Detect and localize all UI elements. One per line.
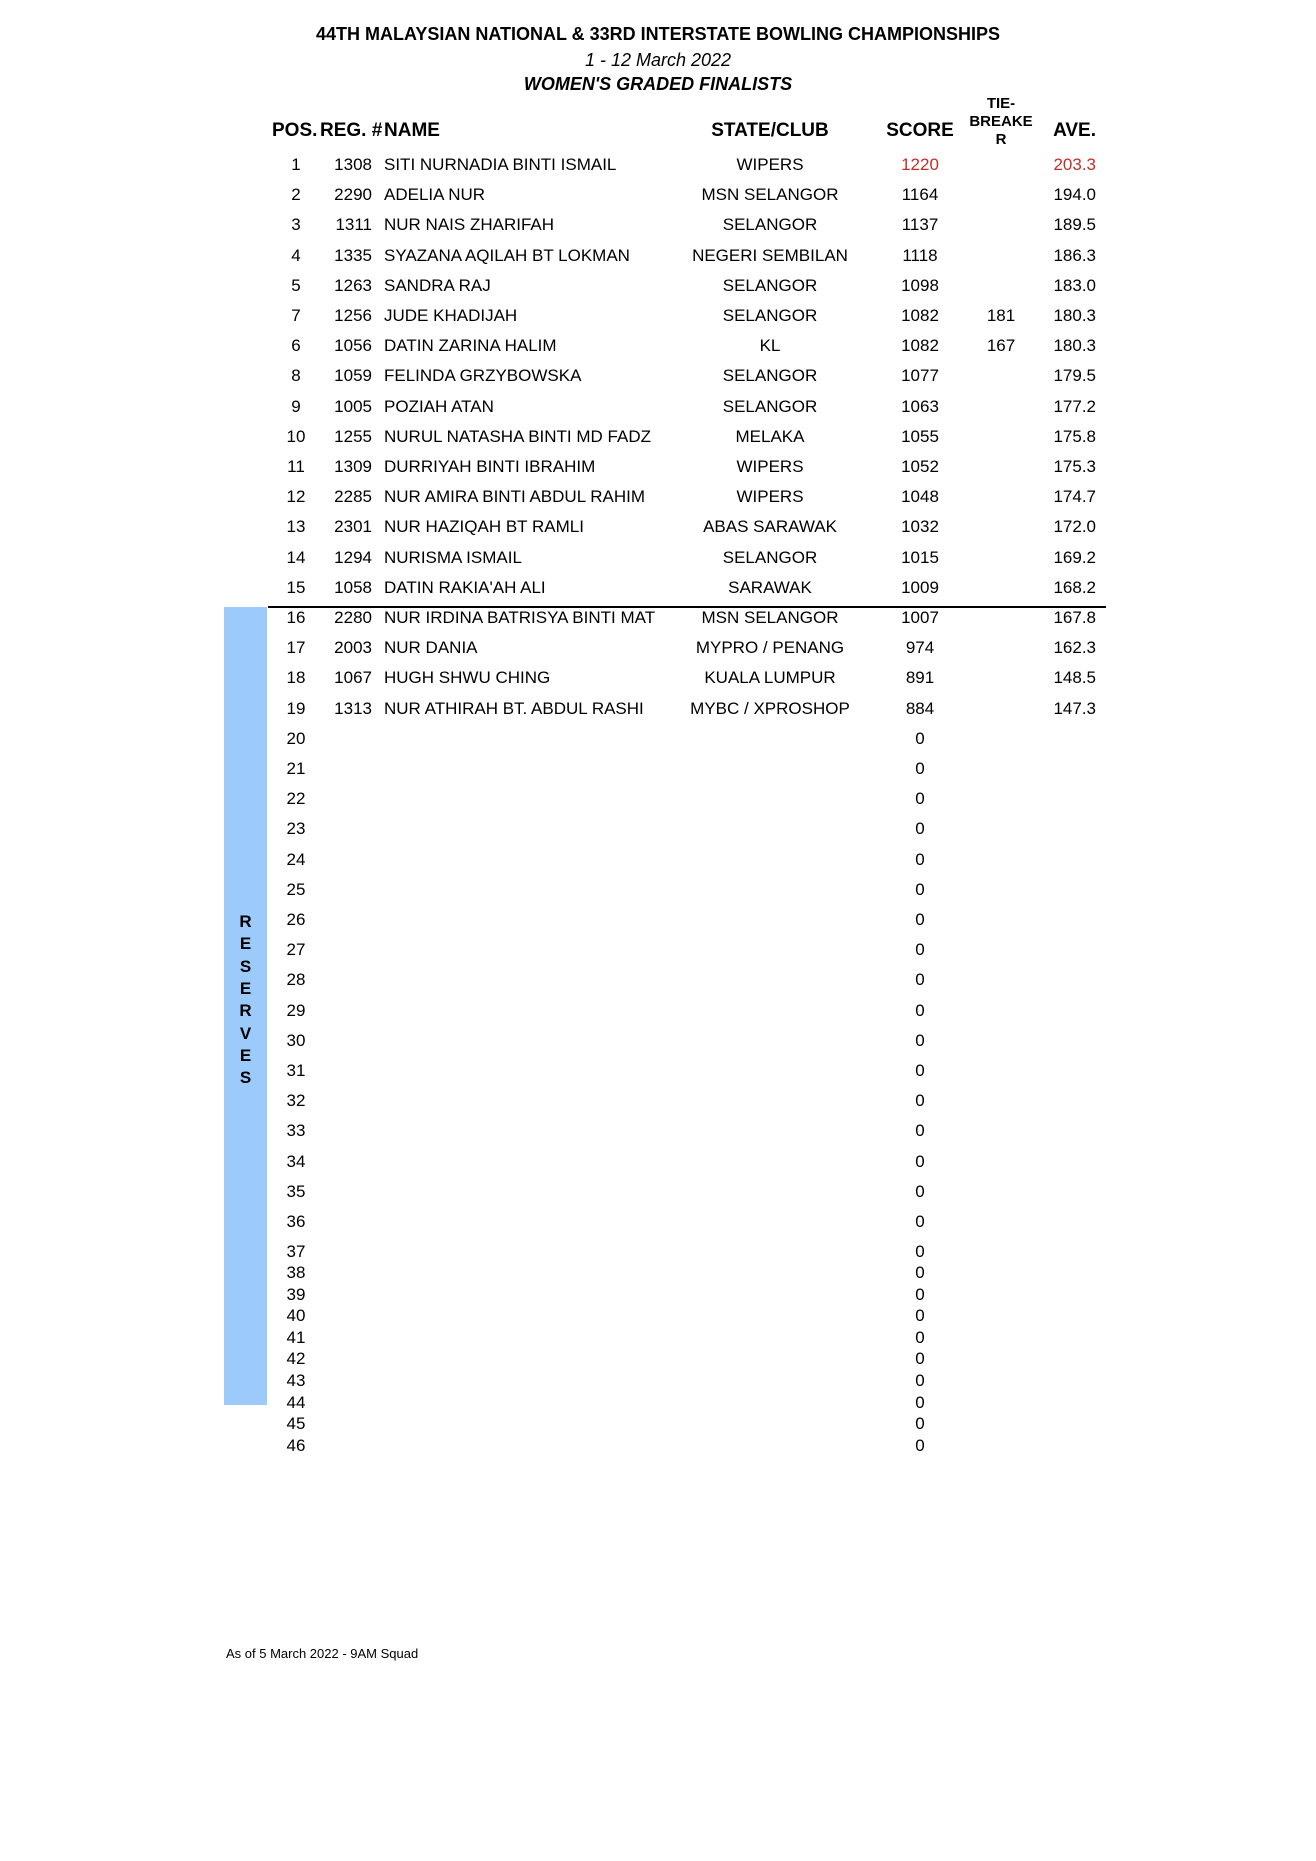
row-15-ave: 168.2	[1053, 577, 1096, 597]
row-1-pos: 1	[291, 155, 301, 174]
row-1-state: WIPERS	[736, 155, 804, 174]
row-19-pos: 19	[286, 698, 306, 718]
row-5-score: 1098	[901, 275, 939, 295]
row-14-pos: 14	[286, 547, 306, 567]
reserves-letter: R	[239, 912, 252, 931]
row-5-ave: 183.0	[1053, 275, 1096, 295]
col-header-ave: AVE.	[1053, 120, 1096, 141]
row-42-score: 0	[915, 1349, 925, 1369]
row-16-reg: 2280	[334, 608, 372, 627]
row-27-score: 0	[915, 940, 925, 960]
row-27-pos: 27	[286, 940, 306, 960]
row-24-pos: 24	[286, 849, 306, 869]
row-2-score: 1164	[901, 185, 939, 205]
row-7-reg: 1256	[334, 306, 372, 325]
reserves-letter: E	[239, 934, 252, 954]
row-17-score: 974	[905, 638, 935, 658]
row-20-pos: 20	[286, 728, 306, 748]
row-4-ave: 186.3	[1053, 245, 1096, 265]
row-19-score: 884	[905, 698, 935, 718]
row-4-name: SYAZANA AQILAH BT LOKMAN	[384, 245, 630, 265]
row-14-reg: 1294	[334, 547, 372, 567]
row-8-pos: 8	[291, 366, 301, 386]
row-13-ave: 172.0	[1053, 517, 1096, 537]
row-37-pos: 37	[286, 1242, 306, 1262]
row-28-score: 0	[915, 970, 925, 990]
row-13-pos: 13	[286, 517, 306, 537]
row-16-score: 1007	[901, 608, 939, 627]
row-32-pos: 32	[286, 1091, 306, 1111]
row-8-score: 1077	[901, 366, 939, 386]
row-39-score: 0	[915, 1284, 925, 1304]
row-39-pos: 39	[286, 1284, 306, 1304]
row-31-pos: 31	[286, 1061, 306, 1080]
row-10-reg: 1255	[334, 426, 372, 446]
row-16-state: MSN SELANGOR	[701, 608, 839, 627]
row-10-ave: 175.8	[1053, 426, 1096, 446]
row-14-ave: 169.2	[1053, 547, 1096, 567]
row-6-reg: 1056	[334, 336, 372, 356]
row-10-score: 1055	[901, 426, 939, 446]
row-44-score: 0	[915, 1392, 925, 1412]
row-9-ave: 177.2	[1053, 396, 1096, 416]
row-43-score: 0	[915, 1371, 925, 1390]
reserves-letter: V	[239, 1023, 252, 1043]
row-16-name: NUR IRDINA BATRISYA BINTI MAT	[384, 608, 656, 627]
row-22-pos: 22	[286, 789, 306, 809]
row-34-score: 0	[915, 1151, 925, 1171]
row-1-ave: 203.3	[1053, 155, 1096, 174]
row-6-ave: 180.3	[1053, 336, 1096, 356]
row-2-name: ADELIA NUR	[384, 185, 486, 205]
row-33-score: 0	[915, 1121, 925, 1141]
row-9-reg: 1005	[334, 396, 372, 416]
row-12-state: WIPERS	[736, 487, 804, 507]
row-9-pos: 9	[291, 396, 301, 416]
row-26-pos: 26	[286, 910, 306, 929]
row-40-pos: 40	[286, 1306, 306, 1326]
row-9-score: 1063	[901, 396, 939, 416]
document-subtitle: WOMEN'S GRADED FINALISTS	[523, 74, 793, 94]
row-8-state: SELANGOR	[722, 366, 818, 386]
row-1-name: SITI NURNADIA BINTI ISMAIL	[384, 155, 617, 174]
reserves-letter: S	[239, 1068, 252, 1088]
row-10-state: MELAKA	[735, 426, 805, 446]
row-30-score: 0	[915, 1030, 925, 1050]
row-7-ave: 180.3	[1053, 306, 1096, 325]
row-33-pos: 33	[286, 1121, 306, 1141]
row-6-name: DATIN ZARINA HALIM	[384, 336, 557, 356]
row-29-score: 0	[915, 1000, 925, 1020]
row-7-pos: 7	[291, 306, 301, 325]
row-11-pos: 11	[287, 457, 305, 476]
col-header-score: SCORE	[886, 120, 954, 141]
row-45-score: 0	[915, 1414, 925, 1434]
row-12-reg: 2285	[334, 487, 372, 507]
row-18-reg: 1067	[334, 668, 372, 688]
row-2-ave: 194.0	[1053, 185, 1096, 205]
row-15-score: 1009	[901, 577, 939, 597]
col-header-state: STATE/CLUB	[711, 120, 829, 141]
row-12-pos: 12	[286, 487, 306, 507]
row-36-score: 0	[915, 1212, 925, 1231]
row-5-pos: 5	[291, 275, 301, 295]
row-35-score: 0	[915, 1181, 925, 1201]
row-28-pos: 28	[286, 970, 306, 990]
row-12-name: NUR AMIRA BINTI ABDUL RAHIM	[384, 487, 646, 507]
row-5-name: SANDRA RAJ	[384, 275, 491, 295]
row-17-pos: 17	[286, 638, 306, 658]
row-37-score: 0	[915, 1242, 925, 1262]
row-13-name: NUR HAZIQAH BT RAMLI	[384, 517, 584, 537]
row-14-score: 1015	[901, 547, 939, 567]
row-11-score: 1052	[901, 457, 939, 476]
row-13-state: ABAS SARAWAK	[703, 517, 837, 537]
row-34-pos: 34	[286, 1151, 306, 1171]
row-10-name: NURUL NATASHA BINTI MD FADZ	[384, 426, 651, 446]
row-12-ave: 174.7	[1053, 487, 1096, 507]
row-1-score: 1220	[901, 155, 939, 174]
row-32-score: 0	[915, 1091, 925, 1111]
row-7-name: JUDE KHADIJAH	[384, 306, 518, 325]
row-6-tie: 167	[986, 336, 1016, 356]
row-17-state: MYPRO / PENANG	[695, 638, 845, 658]
row-38-score: 0	[915, 1263, 925, 1282]
row-16-pos: 16	[286, 608, 306, 627]
row-8-name: FELINDA GRZYBOWSKA	[384, 366, 582, 386]
row-12-score: 1048	[901, 487, 939, 507]
row-23-score: 0	[915, 819, 925, 839]
row-35-pos: 35	[286, 1181, 306, 1201]
row-19-state: MYBC / XPROSHOP	[690, 698, 850, 718]
document-title: 44TH MALAYSIAN NATIONAL & 33RD INTERSTATE BOWLING CHAMPIONSHIPS	[315, 24, 1001, 44]
row-11-state: WIPERS	[736, 457, 804, 476]
tiebreaker-line-1: TIE-	[986, 95, 1016, 112]
row-23-pos: 23	[286, 819, 306, 839]
row-5-state: SELANGOR	[722, 275, 818, 295]
row-11-reg: 1309	[334, 457, 372, 476]
row-3-state: SELANGOR	[722, 215, 818, 235]
row-38-pos: 38	[286, 1263, 306, 1282]
row-31-score: 0	[915, 1061, 925, 1080]
row-45-pos: 45	[286, 1414, 306, 1434]
footer-note: As of 5 March 2022 - 9AM Squad	[226, 1646, 419, 1661]
row-7-tie: 181	[986, 306, 1016, 325]
row-17-ave: 162.3	[1053, 638, 1096, 658]
row-9-name: POZIAH ATAN	[384, 396, 494, 416]
reserves-letter: E	[239, 978, 252, 998]
col-header-name: NAME	[384, 120, 440, 141]
row-3-name: NUR NAIS ZHARIFAH	[384, 215, 555, 235]
row-2-pos: 2	[291, 185, 301, 205]
row-6-pos: 6	[291, 336, 301, 356]
row-42-pos: 42	[286, 1349, 306, 1369]
row-43-pos: 43	[286, 1371, 306, 1390]
row-44-pos: 44	[286, 1392, 306, 1412]
row-3-ave: 189.5	[1053, 215, 1096, 235]
row-36-pos: 36	[286, 1212, 306, 1231]
row-4-pos: 4	[291, 245, 301, 265]
row-3-reg: 1311	[335, 215, 372, 235]
col-header-pos: POS.	[272, 120, 318, 141]
row-6-state: KL	[759, 336, 781, 356]
row-21-pos: 21	[286, 759, 306, 778]
row-15-state: SARAWAK	[728, 577, 812, 597]
row-4-reg: 1335	[334, 245, 372, 265]
row-8-ave: 179.5	[1053, 366, 1096, 386]
row-10-pos: 10	[286, 426, 306, 446]
reserves-letter: S	[239, 956, 252, 976]
row-46-score: 0	[915, 1435, 925, 1455]
row-4-score: 1118	[902, 245, 938, 265]
document-dates: 1 - 12 March 2022	[584, 50, 732, 70]
row-18-name: HUGH SHWU CHING	[384, 668, 551, 688]
row-4-state: NEGERI SEMBILAN	[692, 245, 848, 265]
tiebreaker-line-3: R	[995, 131, 1007, 148]
row-25-pos: 25	[286, 879, 306, 899]
row-11-ave: 175.3	[1053, 457, 1096, 476]
row-25-score: 0	[915, 879, 925, 899]
row-41-pos: 41	[286, 1327, 306, 1347]
row-1-reg: 1308	[334, 155, 372, 174]
row-7-score: 1082	[901, 306, 939, 325]
row-22-score: 0	[915, 789, 925, 809]
row-20-score: 0	[915, 728, 925, 748]
row-8-reg: 1059	[334, 366, 372, 386]
row-3-score: 1137	[901, 215, 939, 235]
row-13-reg: 2301	[334, 517, 372, 537]
col-header-reg: REG. #	[320, 120, 383, 141]
row-18-ave: 148.5	[1053, 668, 1096, 688]
row-21-score: 0	[915, 759, 925, 778]
col-header-tiebreaker	[966, 95, 1036, 148]
row-17-name: NUR DANIA	[384, 638, 478, 658]
row-29-pos: 29	[286, 1000, 306, 1020]
row-19-ave: 147.3	[1053, 698, 1096, 718]
row-30-pos: 30	[286, 1030, 306, 1050]
row-16-ave: 167.8	[1053, 608, 1096, 627]
row-46-pos: 46	[286, 1435, 306, 1455]
row-2-state: MSN SELANGOR	[701, 185, 839, 205]
row-26-score: 0	[915, 910, 925, 929]
row-3-pos: 3	[291, 215, 301, 235]
reserves-letter: E	[239, 1045, 252, 1065]
row-19-reg: 1313	[334, 698, 372, 718]
row-18-pos: 18	[286, 668, 306, 688]
row-5-reg: 1263	[334, 275, 372, 295]
row-19-name: NUR ATHIRAH BT. ABDUL RASHI	[384, 698, 644, 718]
row-14-name: NURISMA ISMAIL	[384, 547, 522, 567]
reserves-letter: R	[239, 1001, 252, 1021]
row-7-state: SELANGOR	[722, 306, 818, 325]
row-24-score: 0	[915, 849, 925, 869]
row-6-score: 1082	[901, 336, 939, 356]
row-15-pos: 15	[286, 577, 306, 597]
row-18-score: 891	[905, 668, 935, 688]
row-41-score: 0	[915, 1327, 925, 1347]
row-14-state: SELANGOR	[722, 547, 818, 567]
row-40-score: 0	[915, 1306, 925, 1326]
row-9-state: SELANGOR	[722, 396, 818, 416]
row-2-reg: 2290	[334, 185, 372, 205]
row-15-reg: 1058	[334, 577, 372, 597]
tiebreaker-line-2: BREAKE	[969, 113, 1033, 130]
row-13-score: 1032	[901, 517, 939, 537]
row-11-name: DURRIYAH BINTI IBRAHIM	[384, 457, 596, 476]
row-15-name: DATIN RAKIA'AH ALI	[384, 577, 546, 597]
row-17-reg: 2003	[334, 638, 372, 658]
row-18-state: KUALA LUMPUR	[704, 668, 836, 688]
